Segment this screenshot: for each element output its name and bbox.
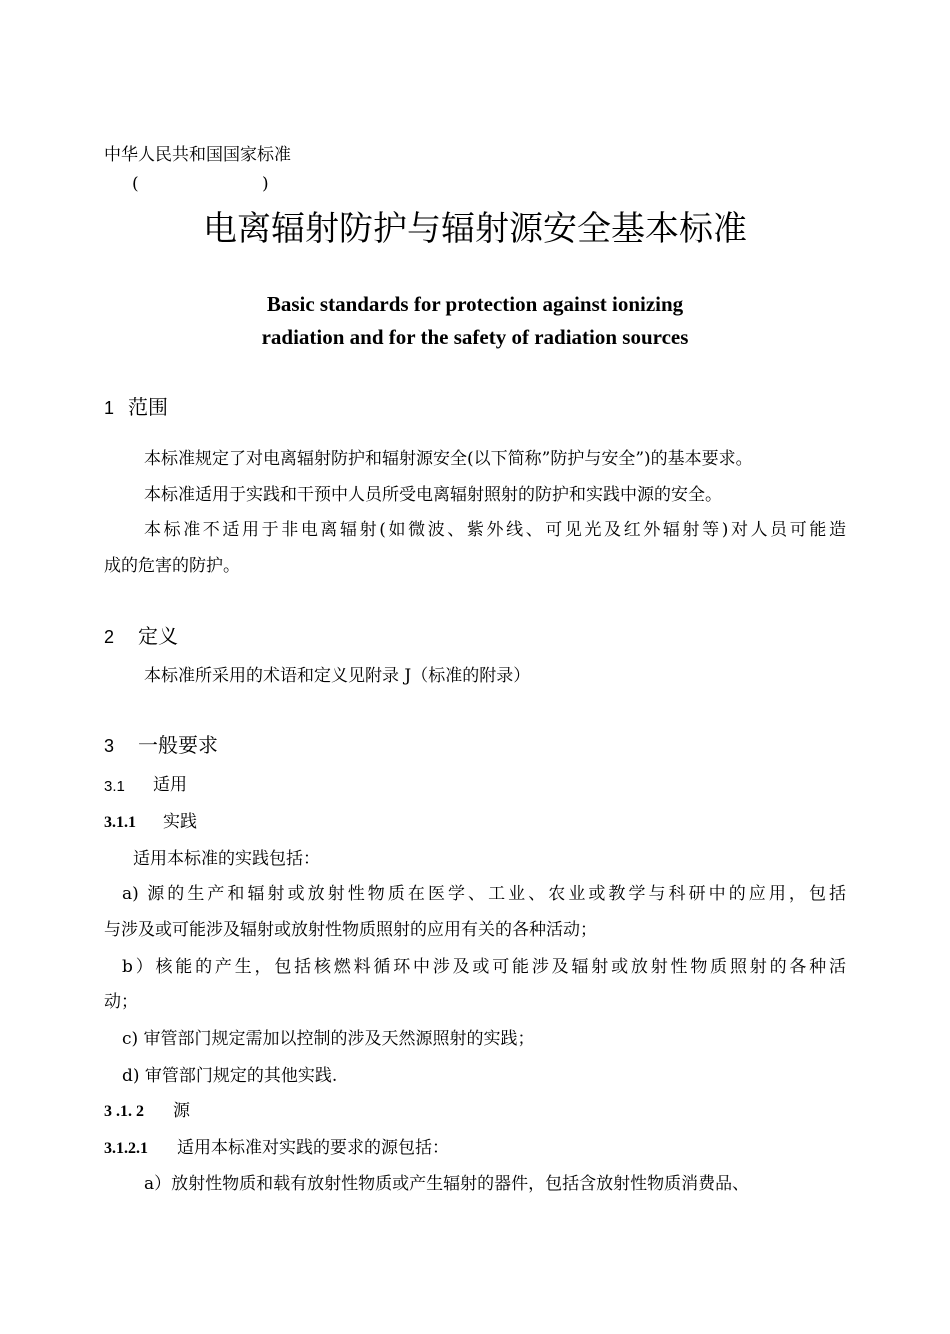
subsection-3-1-2-1-title: 适用本标准对实践的要求的源包括： <box>177 1138 449 1158</box>
document-title-cn: 电离辐射防护与辐射源安全基本标准 <box>203 209 747 249</box>
subsection-3-1-1-title: 实践 <box>163 812 197 832</box>
section-2-paragraph: 本标准所采用的术语和定义见附录 J（标准的附录） <box>144 666 531 686</box>
item-a-sources: a）放射性物质和载有放射性物质或产生辐射的器件，包括含放射性物质消费品、 <box>144 1174 750 1194</box>
subsection-3-1-2-number: 3 .1. 2 <box>104 1103 144 1120</box>
item-b-line-1: b）核能的产生，包括核燃料循环中涉及或可能涉及辐射或放射性物质照射的各种活 <box>122 957 846 977</box>
item-b-line-2: 动； <box>104 992 138 1012</box>
standard-number-paren-open: ( <box>132 174 139 194</box>
section-1-paragraph-2: 本标准适用于实践和干预中人员所受电离辐射照射的防护和实践中源的安全。 <box>144 485 722 505</box>
section-1-number: 1 <box>104 398 115 418</box>
standard-label: 中华人民共和国国家标准 <box>104 145 291 165</box>
section-3-title: 一般要求 <box>138 733 218 757</box>
document-title-en-line1: Basic standards for protection against ionizing <box>266 292 684 316</box>
document-title-en-line2: radiation and for the safety of radiation sources <box>261 325 689 349</box>
item-d: d) 审管部门规定的其他实践. <box>122 1066 338 1086</box>
subsection-3-1-1-number: 3.1.1 <box>104 814 136 831</box>
item-a-line-1: a) 源的生产和辐射或放射性物质在医学、工业、农业或教学与科研中的应用，包括 <box>122 884 846 904</box>
standard-number-paren-close: ) <box>262 174 269 194</box>
item-a-line-2: 与涉及或可能涉及辐射或放射性物质照射的应用有关的各种活动； <box>104 920 597 940</box>
section-1-paragraph-1: 本标准规定了对电离辐射防护和辐射源安全(以下简称”防护与安全”)的基本要求。 <box>144 449 753 469</box>
section-1-title: 范围 <box>128 395 168 419</box>
section-1-paragraph-3-line-2: 成的危害的防护。 <box>104 556 240 576</box>
subsection-3-1-2-1-number: 3.1.2.1 <box>104 1140 148 1157</box>
subsection-3-1-title: 适用 <box>153 775 187 795</box>
subsection-3-1-2-title: 源 <box>173 1101 190 1121</box>
section-2-number: 2 <box>104 627 115 647</box>
subsection-3-1-number: 3.1 <box>104 778 125 795</box>
section-1-paragraph-3-line-1: 本标准不适用于非电离辐射(如微波、紫外线、可见光及红外辐射等)对人员可能造 <box>144 520 846 540</box>
item-c: c) 审管部门规定需加以控制的涉及天然源照射的实践； <box>122 1029 535 1049</box>
section-2-title: 定义 <box>138 624 178 648</box>
section-3-number: 3 <box>104 736 115 756</box>
subsection-3-1-1-intro: 适用本标准的实践包括： <box>133 849 320 869</box>
